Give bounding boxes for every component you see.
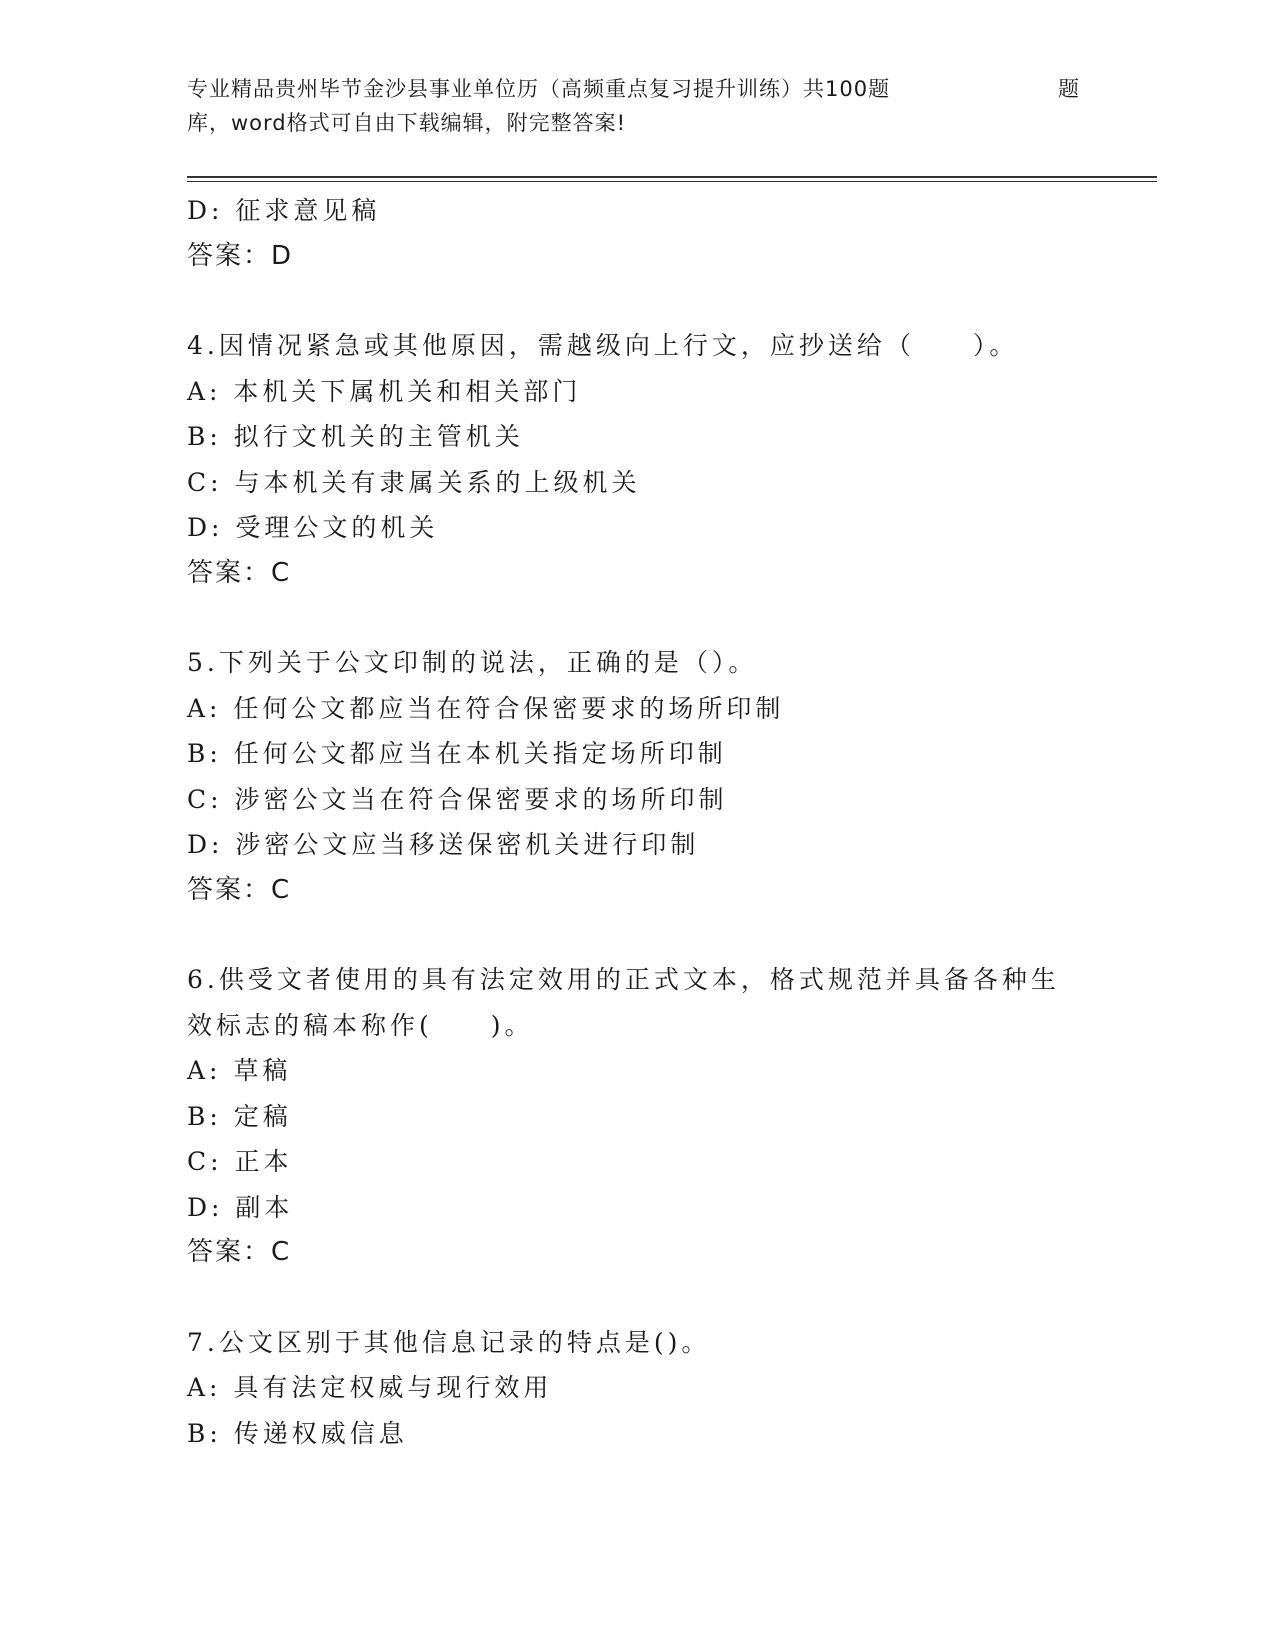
option-d: D: 征求意见稿 — [187, 196, 381, 225]
answer-line: 答案：C — [187, 557, 292, 588]
question-block-partial — [187, 188, 1087, 279]
question-stem: 7.公文区别于其他信息记录的特点是()。 — [187, 1327, 711, 1357]
header-line-2: 库，word格式可自由下载编辑，附完整答案! — [187, 111, 627, 135]
option-c: C: 正本 — [187, 1147, 293, 1176]
spacer — [187, 279, 1087, 323]
question-stem: 5.下列关于公文印制的说法，正确的是（）。 — [187, 648, 758, 677]
question-block-4 — [187, 323, 1087, 596]
spacer — [187, 596, 1087, 640]
answer-line: 答案：D — [187, 240, 294, 271]
option-c: C: 与本机关有隶属关系的上级机关 — [187, 467, 641, 497]
option-b: B: 定稿 — [187, 1101, 292, 1131]
question-block-6 — [187, 957, 1087, 1276]
header-divider-thick — [187, 176, 1157, 178]
option-d: D: 受理公文的机关 — [187, 513, 439, 542]
spacer — [187, 1276, 1087, 1320]
spacer — [187, 913, 1087, 957]
question-block-5 — [187, 640, 1087, 913]
header-line-1 — [187, 72, 1087, 106]
question-stem: 4.因情况紧急或其他原因，需越级向上行文，应抄送给（ ）。 — [187, 331, 1019, 360]
option-d: D: 副本 — [187, 1192, 294, 1222]
option-b: B: 任何公文都应当在本机关指定场所印制 — [187, 739, 727, 768]
answer-line: 答案：C — [187, 1237, 292, 1267]
option-c: C: 涉密公文当在符合保密要求的场所印制 — [187, 784, 728, 814]
header-divider-thin — [187, 181, 1157, 182]
question-block-7 — [187, 1320, 1087, 1457]
question-list — [187, 188, 1087, 1456]
option-a: A: 任何公文都应当在符合保密要求的场所印制 — [187, 693, 785, 723]
header-title-tail: 题 — [1058, 77, 1080, 101]
option-d: D: 涉密公文应当移送保密机关进行印制 — [187, 830, 700, 859]
header-title: 专业精品贵州毕节金沙县事业单位历（高频重点复习提升训练）共100题 — [187, 77, 891, 101]
document-header — [187, 72, 1087, 140]
option-a: A: 具有法定权威与现行效用 — [187, 1373, 553, 1402]
option-a: A: 草稿 — [187, 1056, 292, 1085]
answer-line: 答案：C — [187, 874, 292, 905]
option-a: A: 本机关下属机关和相关部门 — [187, 376, 582, 406]
option-b: B: 传递权威信息 — [187, 1418, 408, 1448]
question-stem-line-2: 效标志的稿本称作( )。 — [187, 1010, 534, 1040]
question-stem-line-1: 6.供受文者使用的具有法定效用的正式文本，格式规范并具备各种生 — [187, 965, 1060, 994]
option-b: B: 拟行文机关的主管机关 — [187, 422, 524, 451]
